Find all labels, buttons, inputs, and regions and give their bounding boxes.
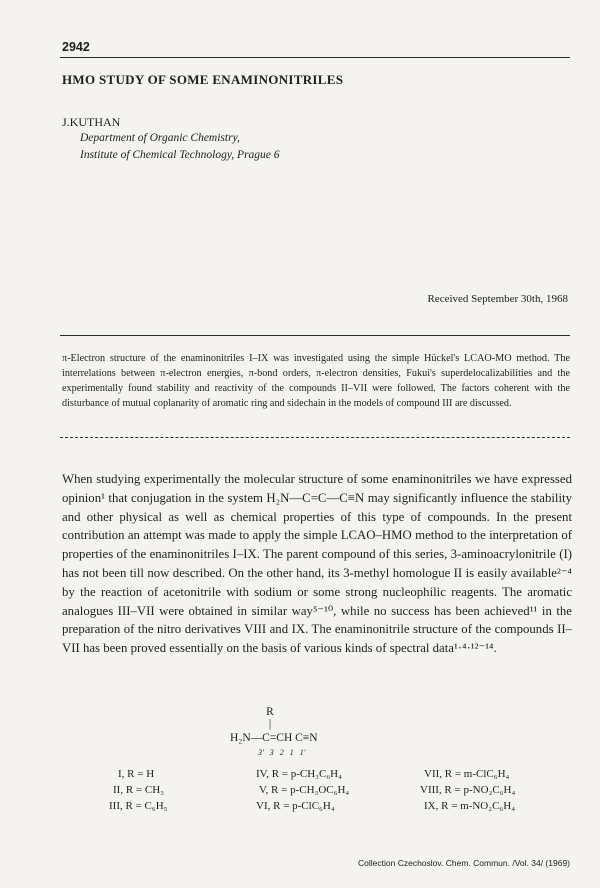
affiliation-institute: Institute of Chemical Technology, Prague 6 <box>80 149 280 161</box>
compound-item: VII, R = m-ClC₆H₄ <box>424 768 510 780</box>
compound-item: II, R = CH₃ <box>113 784 164 796</box>
abstract: π-Electron structure of the enaminonitriles I–IX was investigated using the simple Hückel's LCAO-MO method. The interrelations between π-electron energies, π-bond orders, π-electron densities, Fukui's superdelocalizabilities and the experimentally found stability and reactivity of the compounds II–VII were followed. The factors coherent with the disturbance of mutual coplanarity of aromatic ring and sidechain in the models of compound III are discussed. <box>62 353 570 409</box>
compound-item: VI, R = p-ClC₆H₄ <box>256 800 335 812</box>
compound-item: VIII, R = p-NO₂C₆H₄ <box>420 784 516 796</box>
body-paragraph: When studying experimentally the molecular structure of some enaminonitriles we have expressed opinion¹ that conjugation in the system H₂N—C=C—C≡N may significantly influence the stability and other physical as well as chemical properties of this type of compounds. In the present contribution an attempt was made to apply the simple LCAO–HMO method to the interpretation of properties of the enaminonitriles I–IX. The parent compound of this series, 3-aminoacrylonitrile (I) has not been till now described. On the other hand, its 3-methyl homologue II is easily available²⁻⁴ by the reaction of acetonitrile with sodium or some strong nucleophilic reagents. The aromatic analogues III–VII were obtained in similar way⁵⁻¹⁰, while no success has been achieved¹¹ in the preparation of the nitro derivatives VIII and IX. The enaminonitrile structure of the compounds II–VII has been proved essentially on the basis of various kinds of spectral data¹·⁴·¹²⁻¹⁴. <box>62 472 572 656</box>
affiliation-department: Department of Organic Chemistry, <box>80 132 240 144</box>
abstract-bottom-rule <box>60 437 570 438</box>
compound-item: IV, R = p-CH₃C₆H₄ <box>256 768 342 780</box>
received-date: Received September 30th, 1968 <box>427 293 568 305</box>
structure-formula: H₂N—C=CH C≡N <box>230 732 318 744</box>
header-rule <box>60 57 570 58</box>
structure-numbering: 3' 3 2 1 1' <box>258 748 306 757</box>
structure-substituent: R <box>266 706 274 718</box>
compound-item: I, R = H <box>118 768 155 780</box>
author-name: J.KUTHAN <box>62 115 121 129</box>
compound-item: V, R = p-CH₃OC₆H₄ <box>259 784 350 796</box>
journal-citation: Collection Czechoslov. Chem. Commun. /Vol. 34/ (1969) <box>358 858 570 868</box>
structure-bond: | <box>268 718 272 730</box>
article-title: HMO STUDY OF SOME ENAMINONITRILES <box>62 72 344 87</box>
abstract-top-rule <box>60 335 570 336</box>
compound-item: IX, R = m-NO₂C₆H₄ <box>424 800 516 812</box>
page-number: 2942 <box>62 40 90 54</box>
compound-item: III, R = C₆H₅ <box>109 800 168 812</box>
